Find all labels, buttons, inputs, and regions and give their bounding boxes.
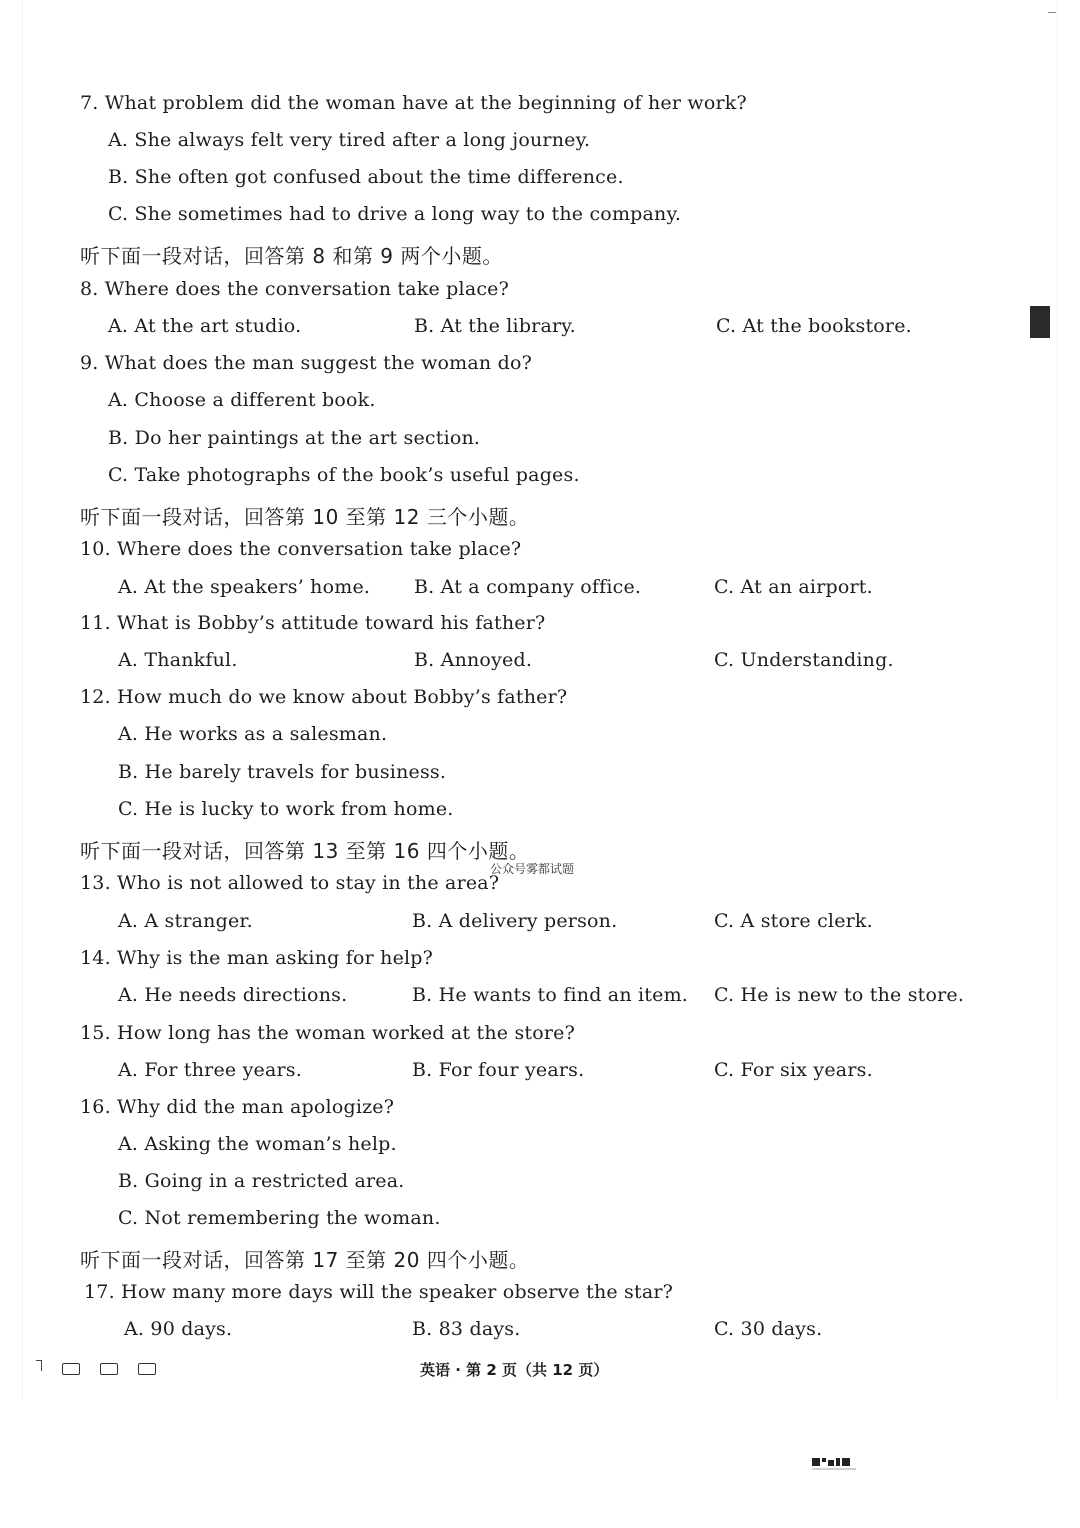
question-16-option-c: C. Not remembering the woman. [118, 1207, 441, 1229]
question-12-stem: 12. How much do we know about Bobby’s father? [80, 686, 568, 708]
scan-dash-mark [1048, 12, 1056, 13]
scan-edge-left [22, 0, 23, 1400]
page-edge-marker [1030, 306, 1050, 338]
question-17-option-c: C. 30 days. [714, 1318, 823, 1340]
question-17-option-b: B. 83 days. [412, 1318, 521, 1340]
question-12-option-c: C. He is lucky to work from home. [118, 798, 454, 820]
question-14-option-b: B. He wants to find an item. [412, 984, 689, 1006]
question-13-stem: 13. Who is not allowed to stay in the area? [80, 872, 500, 894]
watermark-text: 公众号雾都试题 [490, 862, 575, 876]
question-8-stem: 8. Where does the conversation take place? [80, 278, 510, 300]
question-10-stem: 10. Where does the conversation take place? [80, 538, 522, 560]
question-17-stem: 17. How many more days will the speaker observe the star? [84, 1281, 674, 1303]
page-footer: 英语 · 第 2 页（共 12 页） [420, 1361, 609, 1379]
question-9-option-a: A. Choose a different book. [108, 389, 376, 411]
question-13-option-b: B. A delivery person. [412, 910, 618, 932]
question-10-option-a: A. At the speakers’ home. [118, 576, 371, 598]
corner-mark [36, 1360, 42, 1371]
question-10-option-c: C. At an airport. [714, 576, 873, 598]
footer-box-mark [100, 1363, 118, 1375]
question-12-option-b: B. He barely travels for business. [118, 761, 447, 783]
question-9-option-c: C. Take photographs of the book’s useful pages. [108, 464, 580, 486]
question-9-option-b: B. Do her paintings at the art section. [108, 427, 481, 449]
question-16-option-a: A. Asking the woman’s help. [118, 1133, 397, 1155]
question-11-stem: 11. What is Bobby’s attitude toward his father? [80, 612, 546, 634]
question-7-option-b: B. She often got confused about the time difference. [108, 166, 624, 188]
question-15-option-b: B. For four years. [412, 1059, 585, 1081]
question-11-option-c: C. Understanding. [714, 649, 894, 671]
section-instruction: 听下面一段对话，回答第 13 至第 16 四个小题。 [80, 839, 530, 863]
question-8-option-b: B. At the library. [414, 315, 576, 337]
question-14-option-c: C. He is new to the store. [714, 984, 965, 1006]
question-15-option-a: A. For three years. [118, 1059, 302, 1081]
question-12-option-a: A. He works as a salesman. [118, 723, 388, 745]
section-instruction: 听下面一段对话，回答第 10 至第 12 三个小题。 [80, 505, 530, 529]
question-7-option-c: C. She sometimes had to drive a long way to the company. [108, 203, 682, 225]
question-15-stem: 15. How long has the woman worked at the store? [80, 1022, 575, 1044]
question-7-stem: 7. What problem did the woman have at the beginning of her work? [80, 92, 747, 114]
question-15-option-c: C. For six years. [714, 1059, 873, 1081]
question-13-option-c: C. A store clerk. [714, 910, 873, 932]
question-7-option-a: A. She always felt very tired after a long journey. [108, 129, 591, 151]
question-13-option-a: A. A stranger. [118, 910, 253, 932]
question-16-option-b: B. Going in a restricted area. [118, 1170, 405, 1192]
question-17-option-a: A. 90 days. [124, 1318, 233, 1340]
question-16-stem: 16. Why did the man apologize? [80, 1096, 395, 1118]
footer-box-mark [138, 1363, 156, 1375]
section-instruction: 听下面一段对话，回答第 17 至第 20 四个小题。 [80, 1248, 530, 1272]
question-11-option-b: B. Annoyed. [414, 649, 533, 671]
qr-stamp-mark [810, 1456, 858, 1476]
question-9-stem: 9. What does the man suggest the woman do? [80, 352, 532, 374]
question-14-option-a: A. He needs directions. [118, 984, 348, 1006]
scan-edge-right [1057, 0, 1058, 1400]
section-instruction: 听下面一段对话，回答第 8 和第 9 两个小题。 [80, 244, 503, 268]
footer-box-mark [62, 1363, 80, 1375]
question-11-option-a: A. Thankful. [118, 649, 238, 671]
question-10-option-b: B. At a company office. [414, 576, 642, 598]
question-8-option-a: A. At the art studio. [108, 315, 302, 337]
question-14-stem: 14. Why is the man asking for help? [80, 947, 434, 969]
question-8-option-c: C. At the bookstore. [716, 315, 912, 337]
